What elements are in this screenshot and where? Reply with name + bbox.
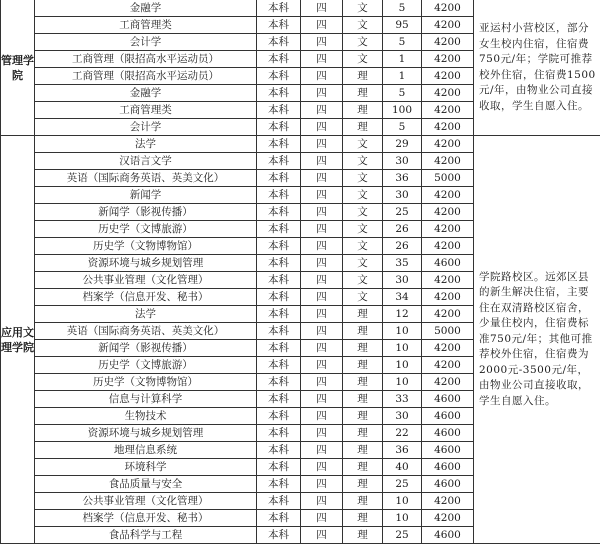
level-cell: 本科 <box>257 340 301 357</box>
tuition-cell: 4200 <box>422 119 474 136</box>
track-cell: 理 <box>343 425 383 442</box>
track-cell: 理 <box>343 391 383 408</box>
duration-cell: 四 <box>301 510 343 527</box>
major-cell: 生物技术 <box>35 408 257 425</box>
major-cell: 金融学 <box>35 0 257 17</box>
tuition-cell: 4200 <box>422 51 474 68</box>
track-cell: 文 <box>343 17 383 34</box>
tuition-cell: 4200 <box>422 0 474 17</box>
duration-cell: 四 <box>301 357 343 374</box>
quota-cell: 5 <box>383 119 422 136</box>
duration-cell: 四 <box>301 85 343 102</box>
major-cell: 工商管理（限招高水平运动员） <box>35 51 257 68</box>
tuition-cell: 4200 <box>422 17 474 34</box>
level-cell: 本科 <box>257 204 301 221</box>
quota-cell: 5 <box>383 0 422 17</box>
accommodation-note: 学院路校区。远郊区县的新生解决住宿，主要住在双清路校区宿舍，少量住校内，住宿费标准750元/年；其他可推荐校外住宿，住宿费为2000元-3500元/年，由物业公司直接收取，学生自愿入住。 <box>474 136 600 544</box>
tuition-cell: 4200 <box>422 357 474 374</box>
track-cell: 文 <box>343 0 383 17</box>
track-cell: 理 <box>343 476 383 493</box>
level-cell: 本科 <box>257 85 301 102</box>
tuition-cell: 4200 <box>422 136 474 153</box>
duration-cell: 四 <box>301 272 343 289</box>
quota-cell: 1 <box>383 51 422 68</box>
duration-cell: 四 <box>301 153 343 170</box>
major-cell: 新闻学（影视传播） <box>35 204 257 221</box>
duration-cell: 四 <box>301 289 343 306</box>
level-cell: 本科 <box>257 187 301 204</box>
tuition-cell: 4600 <box>422 527 474 544</box>
tuition-cell: 4600 <box>422 255 474 272</box>
quota-cell: 5 <box>383 85 422 102</box>
track-cell: 理 <box>343 102 383 119</box>
level-cell: 本科 <box>257 136 301 153</box>
track-cell: 文 <box>343 153 383 170</box>
quota-cell: 10 <box>383 493 422 510</box>
major-cell: 会计学 <box>35 119 257 136</box>
major-cell: 公共事业管理（文化管理） <box>35 493 257 510</box>
quota-cell: 100 <box>383 102 422 119</box>
quota-cell: 10 <box>383 374 422 391</box>
duration-cell: 四 <box>301 255 343 272</box>
tuition-cell: 4200 <box>422 238 474 255</box>
tuition-cell: 5000 <box>422 323 474 340</box>
level-cell: 本科 <box>257 255 301 272</box>
quota-cell: 36 <box>383 442 422 459</box>
tuition-cell: 4200 <box>422 153 474 170</box>
level-cell: 本科 <box>257 153 301 170</box>
track-cell: 理 <box>343 459 383 476</box>
duration-cell: 四 <box>301 221 343 238</box>
quota-cell: 30 <box>383 153 422 170</box>
duration-cell: 四 <box>301 34 343 51</box>
level-cell: 本科 <box>257 68 301 85</box>
track-cell: 理 <box>343 408 383 425</box>
major-cell: 法学 <box>35 136 257 153</box>
table-body <box>1 0 600 544</box>
level-cell: 本科 <box>257 306 301 323</box>
level-cell: 本科 <box>257 391 301 408</box>
quota-cell: 26 <box>383 221 422 238</box>
level-cell: 本科 <box>257 510 301 527</box>
major-cell: 法学 <box>35 306 257 323</box>
quota-cell: 34 <box>383 289 422 306</box>
track-cell: 理 <box>343 374 383 391</box>
level-cell: 本科 <box>257 289 301 306</box>
duration-cell: 四 <box>301 119 343 136</box>
quota-cell: 30 <box>383 272 422 289</box>
tuition-cell: 4200 <box>422 272 474 289</box>
level-cell: 本科 <box>257 357 301 374</box>
duration-cell: 四 <box>301 425 343 442</box>
tuition-cell: 5000 <box>422 170 474 187</box>
track-cell: 文 <box>343 238 383 255</box>
table-row <box>1 0 600 17</box>
tuition-cell: 4200 <box>422 187 474 204</box>
major-cell: 工商管理类 <box>35 102 257 119</box>
major-cell: 信息与计算科学 <box>35 391 257 408</box>
duration-cell: 四 <box>301 306 343 323</box>
track-cell: 文 <box>343 34 383 51</box>
major-cell: 英语（国际商务英语、英美文化） <box>35 323 257 340</box>
tuition-cell: 4600 <box>422 476 474 493</box>
tuition-cell: 4200 <box>422 34 474 51</box>
quota-cell: 26 <box>383 238 422 255</box>
major-cell: 英语（国际商务英语、英美文化） <box>35 170 257 187</box>
duration-cell: 四 <box>301 17 343 34</box>
major-cell: 资源环境与城乡规划管理 <box>35 425 257 442</box>
duration-cell: 四 <box>301 391 343 408</box>
level-cell: 本科 <box>257 408 301 425</box>
tuition-cell: 4200 <box>422 221 474 238</box>
duration-cell: 四 <box>301 323 343 340</box>
duration-cell: 四 <box>301 238 343 255</box>
duration-cell: 四 <box>301 102 343 119</box>
level-cell: 本科 <box>257 425 301 442</box>
major-cell: 历史学（文物博物馆） <box>35 238 257 255</box>
duration-cell: 四 <box>301 527 343 544</box>
tuition-cell: 4200 <box>422 289 474 306</box>
track-cell: 文 <box>343 221 383 238</box>
level-cell: 本科 <box>257 17 301 34</box>
duration-cell: 四 <box>301 442 343 459</box>
track-cell: 理 <box>343 340 383 357</box>
tuition-cell: 4200 <box>422 204 474 221</box>
level-cell: 本科 <box>257 323 301 340</box>
major-cell: 公共事业管理（文化管理） <box>35 272 257 289</box>
level-cell: 本科 <box>257 493 301 510</box>
duration-cell: 四 <box>301 0 343 17</box>
duration-cell: 四 <box>301 459 343 476</box>
accommodation-note: 亚运村小营校区，部分女生校内住宿，住宿费750元/年；学院可推荐校外住宿，住宿费1500元/年，由物业公司直接收取，学生自愿入住。 <box>474 0 600 136</box>
tuition-cell: 4200 <box>422 85 474 102</box>
track-cell: 文 <box>343 187 383 204</box>
quota-cell: 1 <box>383 68 422 85</box>
track-cell: 文 <box>343 272 383 289</box>
track-cell: 文 <box>343 204 383 221</box>
duration-cell: 四 <box>301 493 343 510</box>
track-cell: 理 <box>343 68 383 85</box>
track-cell: 文 <box>343 170 383 187</box>
quota-cell: 36 <box>383 170 422 187</box>
tuition-cell: 4600 <box>422 442 474 459</box>
major-cell: 历史学（文博旅游） <box>35 357 257 374</box>
tuition-cell: 4600 <box>422 459 474 476</box>
level-cell: 本科 <box>257 51 301 68</box>
level-cell: 本科 <box>257 119 301 136</box>
level-cell: 本科 <box>257 238 301 255</box>
quota-cell: 33 <box>383 391 422 408</box>
tuition-cell: 4600 <box>422 391 474 408</box>
duration-cell: 四 <box>301 187 343 204</box>
track-cell: 理 <box>343 323 383 340</box>
major-cell: 环境科学 <box>35 459 257 476</box>
level-cell: 本科 <box>257 374 301 391</box>
quota-cell: 35 <box>383 255 422 272</box>
duration-cell: 四 <box>301 340 343 357</box>
quota-cell: 22 <box>383 425 422 442</box>
tuition-cell: 4200 <box>422 374 474 391</box>
tuition-cell: 4600 <box>422 408 474 425</box>
duration-cell: 四 <box>301 136 343 153</box>
track-cell: 文 <box>343 51 383 68</box>
quota-cell: 40 <box>383 459 422 476</box>
track-cell: 理 <box>343 527 383 544</box>
track-cell: 文 <box>343 136 383 153</box>
college-cell: 应用文理学院 <box>1 136 35 544</box>
quota-cell: 10 <box>383 340 422 357</box>
table-row <box>1 136 600 153</box>
college-cell: 管理学院 <box>1 0 35 136</box>
major-cell: 历史学（文物博物馆） <box>35 374 257 391</box>
level-cell: 本科 <box>257 102 301 119</box>
major-cell: 工商管理类 <box>35 17 257 34</box>
major-cell: 新闻学（影视传播） <box>35 340 257 357</box>
duration-cell: 四 <box>301 476 343 493</box>
track-cell: 理 <box>343 510 383 527</box>
major-cell: 会计学 <box>35 34 257 51</box>
track-cell: 理 <box>343 85 383 102</box>
quota-cell: 29 <box>383 136 422 153</box>
tuition-cell: 4600 <box>422 425 474 442</box>
quota-cell: 25 <box>383 527 422 544</box>
major-cell: 档案学（信息开发、秘书） <box>35 289 257 306</box>
quota-cell: 30 <box>383 408 422 425</box>
major-cell: 工商管理（限招高水平运动员） <box>35 68 257 85</box>
major-cell: 新闻学 <box>35 187 257 204</box>
major-cell: 汉语言文学 <box>35 153 257 170</box>
quota-cell: 12 <box>383 306 422 323</box>
tuition-cell: 4200 <box>422 68 474 85</box>
tuition-cell: 4200 <box>422 102 474 119</box>
quota-cell: 95 <box>383 17 422 34</box>
quota-cell: 30 <box>383 187 422 204</box>
level-cell: 本科 <box>257 272 301 289</box>
level-cell: 本科 <box>257 0 301 17</box>
track-cell: 理 <box>343 119 383 136</box>
track-cell: 文 <box>343 289 383 306</box>
track-cell: 文 <box>343 255 383 272</box>
quota-cell: 25 <box>383 204 422 221</box>
tuition-cell: 4200 <box>422 493 474 510</box>
major-cell: 地理信息系统 <box>35 442 257 459</box>
major-cell: 食品质量与安全 <box>35 476 257 493</box>
track-cell: 理 <box>343 442 383 459</box>
major-cell: 档案学（信息开发、秘书） <box>35 510 257 527</box>
level-cell: 本科 <box>257 442 301 459</box>
tuition-cell: 4200 <box>422 510 474 527</box>
major-cell: 历史学（文博旅游） <box>35 221 257 238</box>
track-cell: 理 <box>343 357 383 374</box>
quota-cell: 25 <box>383 476 422 493</box>
track-cell: 理 <box>343 306 383 323</box>
track-cell: 理 <box>343 493 383 510</box>
duration-cell: 四 <box>301 68 343 85</box>
level-cell: 本科 <box>257 34 301 51</box>
quota-cell: 10 <box>383 323 422 340</box>
quota-cell: 10 <box>383 510 422 527</box>
duration-cell: 四 <box>301 51 343 68</box>
duration-cell: 四 <box>301 408 343 425</box>
tuition-cell: 4200 <box>422 340 474 357</box>
duration-cell: 四 <box>301 374 343 391</box>
duration-cell: 四 <box>301 170 343 187</box>
major-cell: 金融学 <box>35 85 257 102</box>
tuition-cell: 4200 <box>422 306 474 323</box>
level-cell: 本科 <box>257 170 301 187</box>
duration-cell: 四 <box>301 204 343 221</box>
level-cell: 本科 <box>257 527 301 544</box>
level-cell: 本科 <box>257 459 301 476</box>
level-cell: 本科 <box>257 221 301 238</box>
quota-cell: 10 <box>383 357 422 374</box>
quota-cell: 5 <box>383 34 422 51</box>
major-cell: 食品科学与工程 <box>35 527 257 544</box>
major-cell: 资源环境与城乡规划管理 <box>35 255 257 272</box>
level-cell: 本科 <box>257 476 301 493</box>
